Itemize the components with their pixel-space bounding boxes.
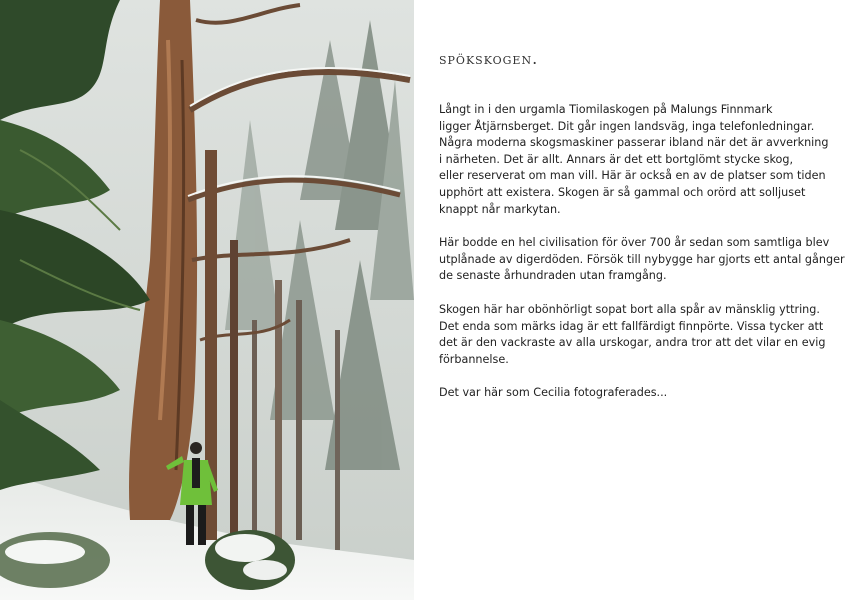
snowy-forest-illustration: [0, 0, 414, 600]
paragraph-4: [439, 385, 839, 402]
text-line: eller reserverat om man vill. Här är också en av de platser som tiden: [439, 169, 826, 183]
text-line: Några moderna skogsmaskiner passerar ibland när det är avverkning: [439, 136, 829, 150]
forest-photo: [0, 0, 414, 600]
text-line: de senaste århundraden utan framgång.: [439, 269, 667, 283]
text-line: det är den vackraste av alla urskogar, andra tror att det vilar en evig: [439, 336, 826, 350]
article-title: spökskogen.: [439, 49, 539, 68]
text-line: i närheten. Det är allt. Annars är det ett bortglömt stycke skog,: [439, 152, 794, 166]
text-line: Långt in i den urgamla Tiomilaskogen på Malungs Finnmark: [439, 103, 773, 116]
text-line: ligger Åtjärnsberget. Dit går ingen landsväg, inga telefonledningar.: [439, 119, 815, 133]
text-line: Här bodde en hel civilisation för över 700 år sedan som samtliga blev: [439, 236, 830, 250]
text-line: förbannelse.: [439, 352, 509, 366]
paragraph-1: [439, 102, 839, 218]
text-line: upphört att existera. Skogen är så gammal och orörd att solljuset: [439, 185, 806, 199]
text-line: Skogen här har obönhörligt sopat bort alla spår av mänsklig yttring.: [439, 302, 820, 316]
article-text: [439, 48, 845, 419]
text-line: Det enda som märks idag är ett fallfärdigt finnpörte. Vissa tycker att: [439, 319, 824, 333]
text-line: knappt når markytan.: [439, 202, 561, 216]
text-line: utplånade av digerdöden. Försök till nybygge har gjorts ett antal gånger: [439, 252, 845, 266]
paragraph-3: [439, 302, 839, 368]
pine-trunk: [230, 240, 238, 540]
paragraph-2: [439, 235, 845, 285]
text-line: Det var här som Cecilia fotograferades...: [439, 386, 668, 400]
